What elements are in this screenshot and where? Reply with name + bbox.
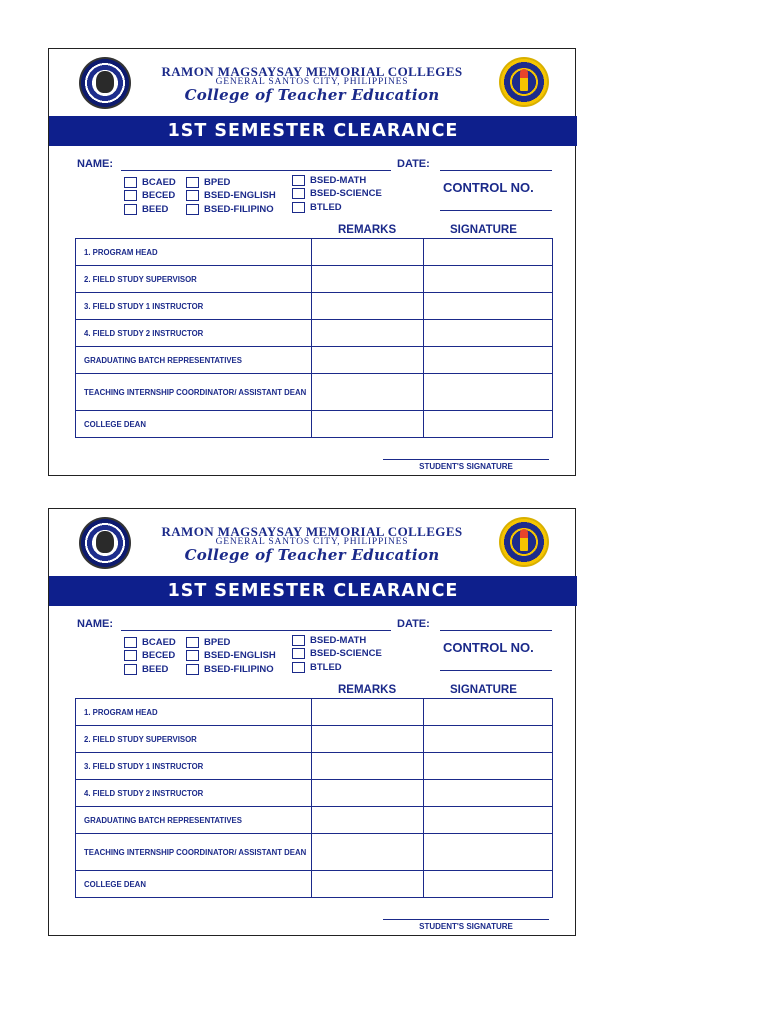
course-label: BSED-ENGLISH: [204, 190, 276, 201]
signatory-name: 4. FIELD STUDY 2 INSTRUCTOR: [76, 780, 312, 807]
date-label: DATE:: [397, 158, 430, 170]
signatory-name: 4. FIELD STUDY 2 INSTRUCTOR: [76, 320, 312, 347]
course-label: BCAED: [142, 637, 176, 648]
student-signature-label: STUDENT'S SIGNATURE: [419, 922, 513, 931]
signature-cell[interactable]: [424, 871, 553, 898]
signature-header: SIGNATURE: [450, 684, 517, 696]
checkbox-btled[interactable]: [292, 662, 305, 673]
control-no-label: CONTROL NO.: [443, 640, 534, 655]
table-row: [76, 320, 553, 347]
signature-cell[interactable]: [424, 266, 553, 293]
signatory-name: 1. PROGRAM HEAD: [76, 239, 312, 266]
signatory-name: 3. FIELD STUDY 1 INSTRUCTOR: [76, 753, 312, 780]
signature-cell[interactable]: [424, 411, 553, 438]
clearance-table: [75, 238, 553, 438]
table-row: [76, 266, 553, 293]
date-label: DATE:: [397, 618, 430, 630]
student-signature-line[interactable]: [383, 919, 549, 920]
checkbox-bcaed[interactable]: [124, 177, 137, 188]
checkbox-bsed-science[interactable]: [292, 188, 305, 199]
signature-cell[interactable]: [424, 320, 553, 347]
name-field[interactable]: [121, 170, 391, 171]
signature-cell[interactable]: [424, 726, 553, 753]
signature-cell[interactable]: [424, 374, 553, 411]
checkbox-bsed-math[interactable]: [292, 175, 305, 186]
checkbox-bped[interactable]: [186, 637, 199, 648]
school-location: GENERAL SANTOS CITY, PHILIPPINES: [215, 77, 409, 87]
name-label: NAME:: [77, 618, 114, 630]
school-name: RAMON MAGSAYSAY MEMORIAL COLLEGES: [161, 64, 463, 79]
course-label: BPED: [204, 177, 231, 188]
checkbox-bsed-english[interactable]: [186, 190, 199, 201]
checkbox-bsed-english[interactable]: [186, 650, 199, 661]
signatory-name: TEACHING INTERNSHIP COORDINATOR/ ASSISTANT DEAN: [76, 834, 312, 871]
checkbox-beed[interactable]: [124, 664, 137, 675]
remarks-header: REMARKS: [338, 224, 397, 236]
student-signature-line[interactable]: [383, 459, 549, 460]
course-label: BECED: [142, 650, 176, 661]
clearance-table: [75, 698, 553, 898]
course-label: BSED-MATH: [310, 635, 367, 646]
table-row: [76, 411, 553, 438]
course-label: BTLED: [310, 662, 342, 673]
signature-cell[interactable]: [424, 753, 553, 780]
clearance-form-1: [48, 48, 576, 476]
remarks-cell[interactable]: [312, 320, 424, 347]
remarks-cell[interactable]: [312, 266, 424, 293]
signatory-name: TEACHING INTERNSHIP COORDINATOR/ ASSISTANT DEAN: [76, 374, 312, 411]
checkbox-beced[interactable]: [124, 650, 137, 661]
student-signature-label: STUDENT'S SIGNATURE: [419, 462, 513, 471]
signatory-name: COLLEGE DEAN: [76, 871, 312, 898]
checkbox-beced[interactable]: [124, 190, 137, 201]
school-name: RAMON MAGSAYSAY MEMORIAL COLLEGES: [161, 524, 463, 539]
signature-cell[interactable]: [424, 347, 553, 374]
signature-header: SIGNATURE: [450, 224, 517, 236]
remarks-cell[interactable]: [312, 239, 424, 266]
checkbox-bsed-science[interactable]: [292, 648, 305, 659]
course-label: BSED-FILIPINO: [204, 204, 274, 215]
name-label: NAME:: [77, 158, 114, 170]
remarks-cell[interactable]: [312, 374, 424, 411]
course-label: BCAED: [142, 177, 176, 188]
table-row: [76, 239, 553, 266]
remarks-header: REMARKS: [338, 684, 397, 696]
remarks-cell[interactable]: [312, 726, 424, 753]
course-label: BSED-ENGLISH: [204, 650, 276, 661]
signatory-name: 1. PROGRAM HEAD: [76, 699, 312, 726]
remarks-cell[interactable]: [312, 807, 424, 834]
course-label: BEED: [142, 204, 169, 215]
table-row: [76, 871, 553, 898]
control-no-label: CONTROL NO.: [443, 180, 534, 195]
control-no-field[interactable]: [440, 210, 552, 211]
signature-cell[interactable]: [424, 807, 553, 834]
course-label: BEED: [142, 664, 169, 675]
clearance-banner: 1ST SEMESTER CLEARANCE: [49, 576, 577, 606]
remarks-cell[interactable]: [312, 347, 424, 374]
course-label: BSED-SCIENCE: [310, 648, 382, 659]
remarks-cell[interactable]: [312, 834, 424, 871]
clearance-banner: 1ST SEMESTER CLEARANCE: [49, 116, 577, 146]
course-label: BPED: [204, 637, 231, 648]
signatory-name: 3. FIELD STUDY 1 INSTRUCTOR: [76, 293, 312, 320]
signatory-name: 2. FIELD STUDY SUPERVISOR: [76, 726, 312, 753]
signatory-name: 2. FIELD STUDY SUPERVISOR: [76, 266, 312, 293]
signature-cell[interactable]: [424, 780, 553, 807]
checkbox-bped[interactable]: [186, 177, 199, 188]
table-row: [76, 780, 553, 807]
table-row: [76, 699, 553, 726]
table-row: [76, 753, 553, 780]
signature-cell[interactable]: [424, 239, 553, 266]
school-location: GENERAL SANTOS CITY, PHILIPPINES: [215, 537, 409, 547]
control-no-field[interactable]: [440, 670, 552, 671]
course-label: BTLED: [310, 202, 342, 213]
remarks-cell[interactable]: [312, 411, 424, 438]
course-label: BECED: [142, 190, 176, 201]
checkbox-beed[interactable]: [124, 204, 137, 215]
remarks-cell[interactable]: [312, 780, 424, 807]
table-row: [76, 834, 553, 871]
signature-cell[interactable]: [424, 293, 553, 320]
remarks-cell[interactable]: [312, 699, 424, 726]
clearance-form-2: [48, 508, 576, 936]
table-row: [76, 347, 553, 374]
signatory-name: GRADUATING BATCH REPRESENTATIVES: [76, 807, 312, 834]
remarks-cell[interactable]: [312, 293, 424, 320]
table-row: [76, 726, 553, 753]
date-field[interactable]: [440, 630, 552, 631]
date-field[interactable]: [440, 170, 552, 171]
remarks-cell[interactable]: [312, 871, 424, 898]
course-label: BSED-MATH: [310, 175, 367, 186]
table-row: [76, 293, 553, 320]
table-row: [76, 807, 553, 834]
signatory-name: GRADUATING BATCH REPRESENTATIVES: [76, 347, 312, 374]
checkbox-bsed-math[interactable]: [292, 635, 305, 646]
checkbox-bcaed[interactable]: [124, 637, 137, 648]
signature-cell[interactable]: [424, 834, 553, 871]
college-name: College of Teacher Education: [184, 546, 440, 564]
checkbox-bsed-filipino[interactable]: [186, 664, 199, 675]
name-field[interactable]: [121, 630, 391, 631]
course-label: BSED-FILIPINO: [204, 664, 274, 675]
checkbox-btled[interactable]: [292, 202, 305, 213]
table-row: [76, 374, 553, 411]
checkbox-bsed-filipino[interactable]: [186, 204, 199, 215]
signatory-name: COLLEGE DEAN: [76, 411, 312, 438]
course-label: BSED-SCIENCE: [310, 188, 382, 199]
remarks-cell[interactable]: [312, 753, 424, 780]
college-name: College of Teacher Education: [184, 86, 440, 104]
signature-cell[interactable]: [424, 699, 553, 726]
